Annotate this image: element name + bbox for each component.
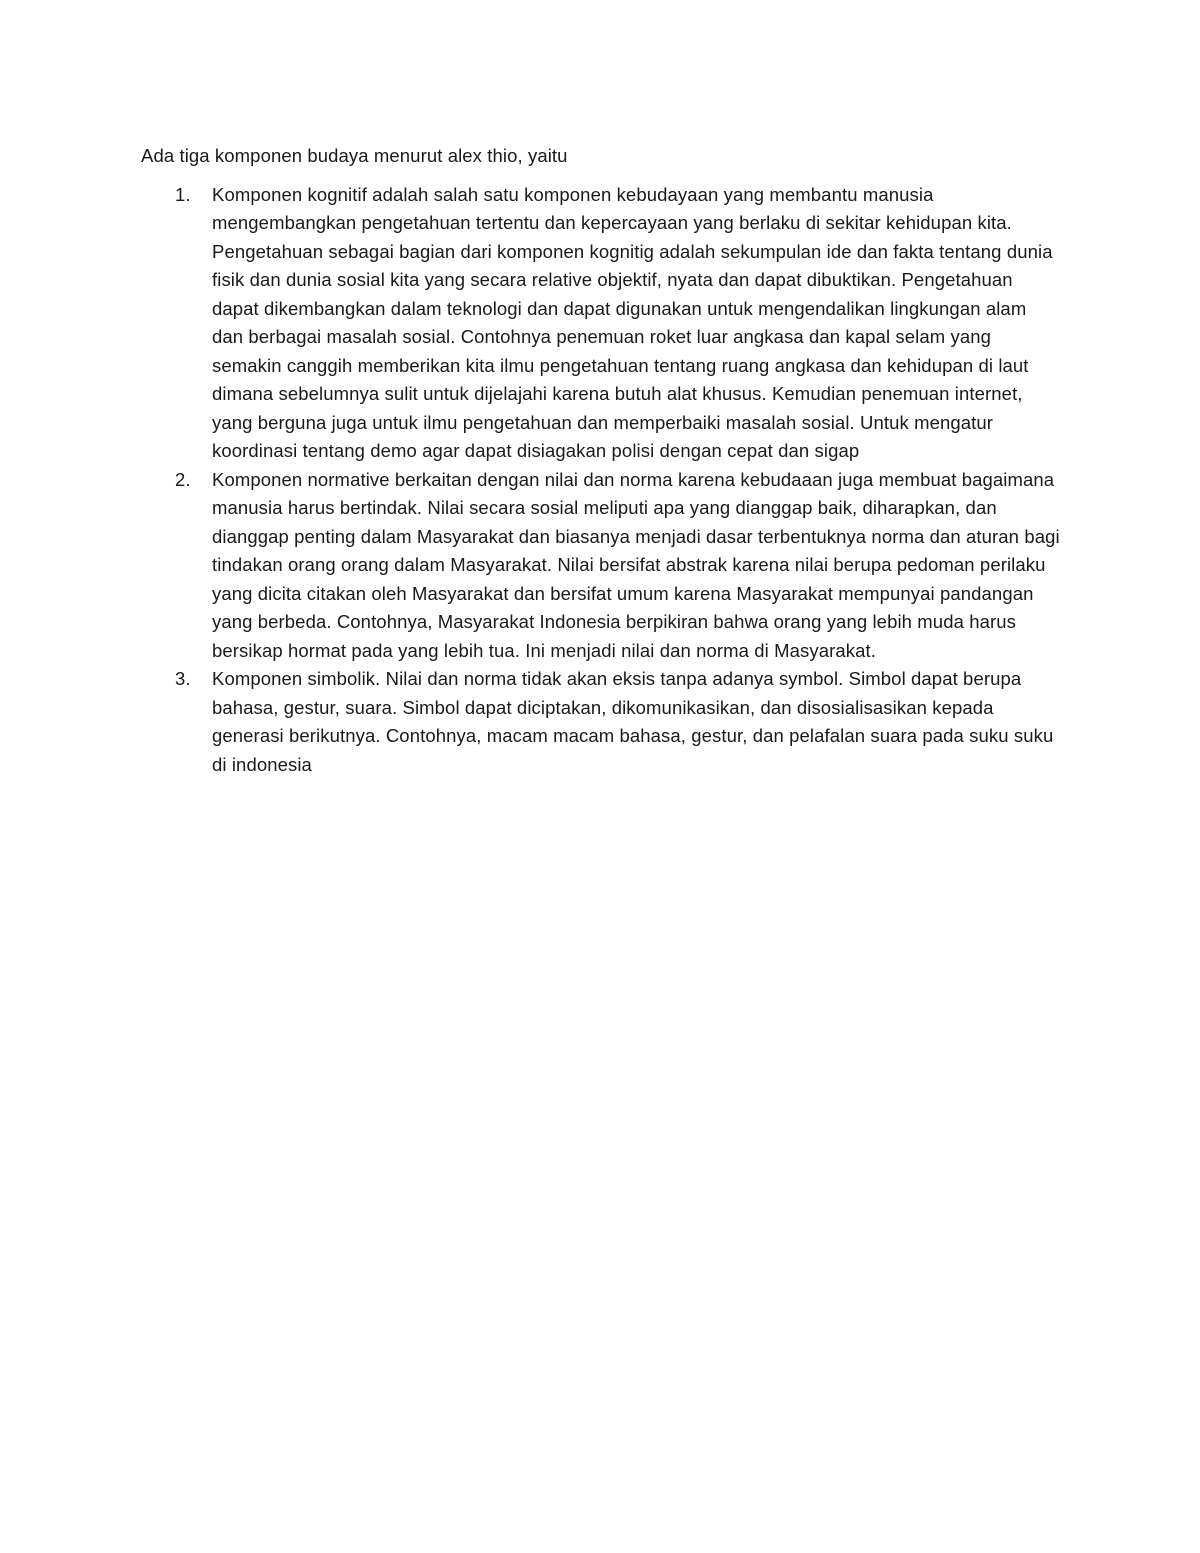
list-item-text: Komponen simbolik. Nilai dan norma tidak akan eksis tanpa adanya symbol. Simbol dapat berupa bahasa, gestur, suara. Simbol dapat diciptakan, dikomunikasikan, dan disosialisasikan kepada generasi berikutnya. Contohnya, macam macam bahasa, gestur, dan pelafalan suara pada suku suku di indonesia bbox=[212, 668, 1054, 775]
list-item bbox=[141, 466, 1061, 666]
component-list bbox=[141, 181, 1061, 780]
document-body bbox=[141, 142, 1061, 779]
intro-paragraph: Ada tiga komponen budaya menurut alex thio, yaitu bbox=[141, 145, 568, 166]
list-item-text: Komponen kognitif adalah salah satu komponen kebudayaan yang membantu manusia mengembangkan pengetahuan tertentu dan kepercayaan yang berlaku di sekitar kehidupan kita. Pengetahuan sebagai bagian dari komponen kognitig adalah sekumpulan ide dan fakta tentang dunia fisik dan dunia sosial kita yang secara relative objektif, nyata dan dapat dibuktikan. Pengetahuan dapat dikembangkan dalam teknologi dan dapat digunakan untuk mengendalikan lingkungan alam dan berbagai masalah sosial. Contohnya penemuan roket luar angkasa dan kapal selam yang semakin canggih memberikan kita ilmu pengetahuan tentang ruang angkasa dan kehidupan di laut dimana sebelumnya sulit untuk dijelajahi karena butuh alat khusus. Kemudian penemuan internet, yang berguna juga untuk ilmu pengetahuan dan memperbaiki masalah sosial. Untuk mengatur koordinasi tentang demo agar dapat disiagakan polisi dengan cepat dan sigap bbox=[212, 183, 1053, 461]
list-item-text: Komponen normative berkaitan dengan nilai dan norma karena kebudaaan juga membuat bagaimana manusia harus bertindak. Nilai secara sosial meliputi apa yang dianggap baik, diharapkan, dan dianggap penting dalam Masyarakat dan biasanya menjadi dasar terbentuknya norma dan aturan bagi tindakan orang orang dalam Masyarakat. Nilai bersifat abstrak karena nilai berupa pedoman perilaku yang dicita citakan oleh Masyarakat dan bersifat umum karena Masyarakat mempunyai pandangan yang berbeda. Contohnya, Masyarakat Indonesia berpikiran bahwa orang yang lebih muda harus bersikap hormat pada yang lebih tua. Ini menjadi nilai dan norma di Masyarakat. bbox=[212, 468, 1060, 661]
list-item-number: 2. bbox=[175, 468, 191, 490]
list-item-number: 1. bbox=[175, 183, 191, 205]
list-item-number: 3. bbox=[175, 668, 191, 689]
list-item bbox=[141, 181, 1061, 466]
list-item bbox=[141, 665, 1061, 779]
